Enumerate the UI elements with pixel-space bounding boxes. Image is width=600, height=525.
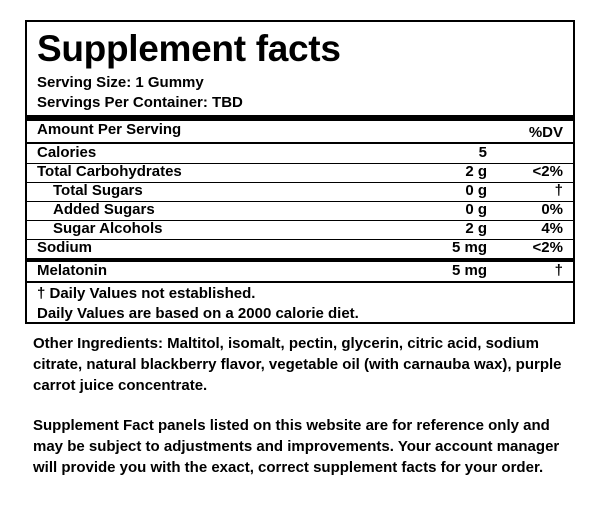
footer-rule (27, 281, 573, 283)
footnote-daily-values: † Daily Values not established. (37, 285, 256, 302)
nutrient-row-calories (27, 144, 573, 163)
nutrient-name: Total Carbohydrates (37, 163, 182, 180)
nutrient-row-melatonin (27, 262, 573, 281)
nutrient-name: Melatonin (37, 262, 107, 279)
nutrient-name: Sugar Alcohols (53, 220, 163, 237)
dv-header: %DV (528, 124, 563, 141)
nutrient-name: Total Sugars (53, 182, 143, 199)
serving-size: Serving Size: 1 Gummy (37, 74, 204, 91)
supplement-facts-panel (25, 20, 575, 324)
nutrient-name: Sodium (37, 239, 92, 256)
footnote-calorie-diet: Daily Values are based on a 2000 calorie diet. (37, 305, 359, 322)
other-ingredients: Other Ingredients: Maltitol, isomalt, pectin, glycerin, citric acid, sodium citrate, natural blackberry flavor, vegetable oil (with carnauba wax), purple carrot juice concentrate. (33, 335, 562, 394)
disclaimer-text: Supplement Fact panels listed on this website are for reference only and may be subject to adjustments and improvements. Your account manager will provide you with the exact, correct supplement facts for your order. (33, 417, 560, 476)
panel-title: Supplement facts (37, 28, 341, 69)
nutrient-row-sugar-alcohols (27, 220, 573, 239)
nutrient-dv: 4% (541, 220, 563, 237)
nutrient-name: Added Sugars (53, 201, 155, 218)
nutrient-dv: <2% (532, 239, 563, 256)
nutrient-row-total-sugars (27, 182, 573, 201)
nutrient-amount: 2 g (465, 163, 487, 180)
amount-per-serving-header: Amount Per Serving (37, 121, 182, 138)
nutrient-row-added-sugars (27, 201, 573, 220)
nutrient-amount: 5 mg (451, 239, 487, 256)
nutrient-amount: 5 (478, 144, 487, 161)
nutrient-amount: 0 g (465, 201, 487, 218)
servings-per-container: Servings Per Container: TBD (37, 94, 243, 111)
nutrient-dv: † (554, 262, 563, 279)
nutrient-dv: † (554, 182, 563, 199)
nutrient-row-total-carbohydrates (27, 163, 573, 182)
nutrient-name: Calories (37, 144, 97, 161)
nutrient-row-sodium (27, 239, 573, 258)
nutrient-dv: <2% (532, 163, 563, 180)
nutrient-amount: 5 mg (451, 262, 487, 279)
nutrient-amount: 2 g (465, 220, 487, 237)
nutrient-amount: 0 g (465, 182, 487, 199)
nutrient-dv: 0% (541, 201, 563, 218)
